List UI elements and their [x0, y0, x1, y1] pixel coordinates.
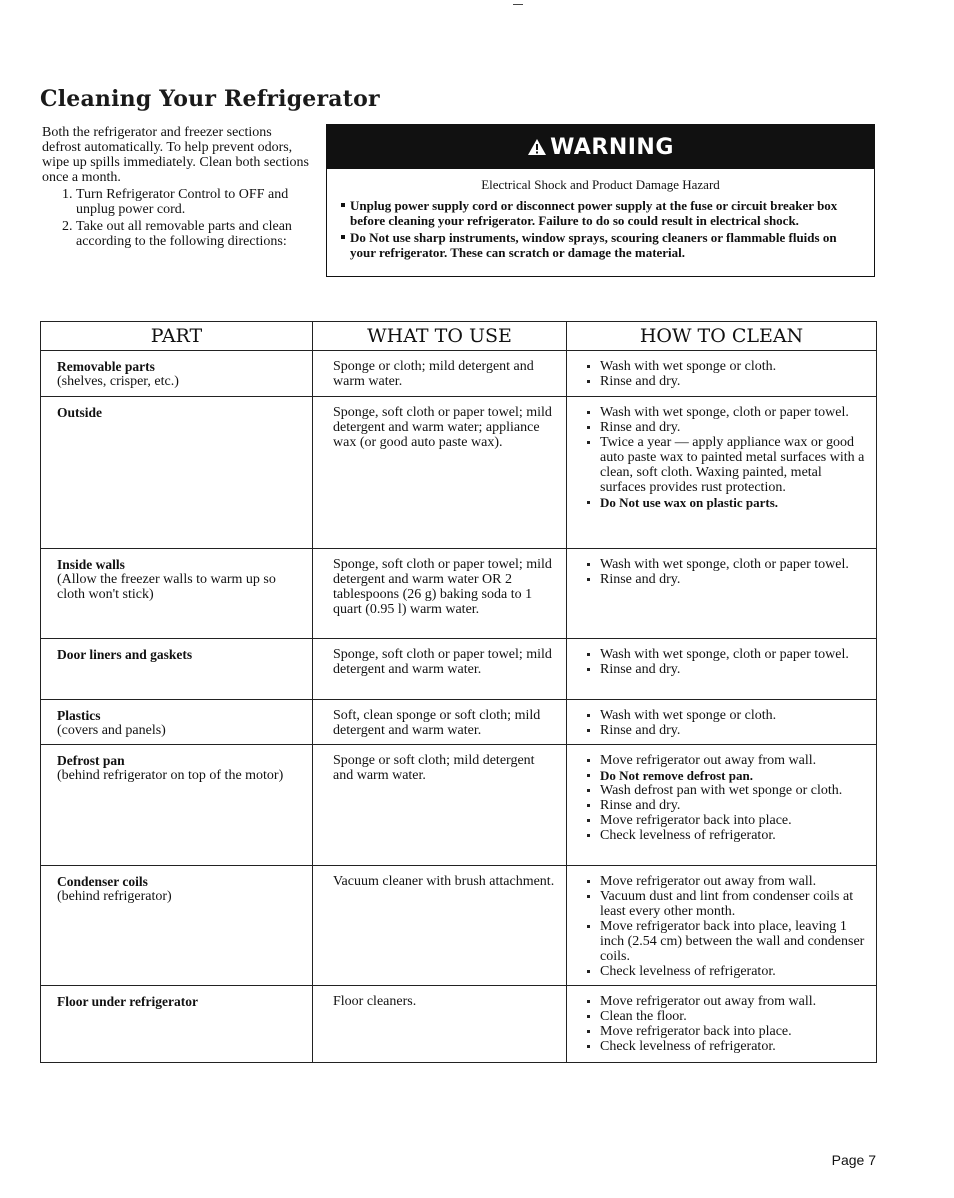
how-to-clean-list: [587, 405, 866, 510]
step-text: Wash with wet sponge or cloth.: [600, 708, 777, 723]
warning-item-text: Do Not use sharp instruments, window sprays, scouring cleaners or flammable fluids on your refrigerator. These can scratch or damage the material.: [350, 230, 837, 260]
warning-item: [341, 230, 860, 260]
step-text: Vacuum dust and lint from condenser coils at least every other month.: [600, 889, 854, 919]
part-note: (behind refrigerator): [57, 889, 172, 904]
bullet-icon: [587, 501, 590, 504]
step-text: Rinse and dry.: [600, 572, 681, 587]
part-note: (Allow the freezer walls to warm up so cloth won't stick): [57, 572, 276, 602]
how-to-clean-list: [587, 994, 866, 1054]
warning-item: [341, 198, 860, 228]
bullet-icon: [587, 759, 590, 762]
bullet-icon: [587, 1045, 590, 1048]
step-text: Rinse and dry.: [600, 662, 681, 677]
part-cell: [41, 351, 313, 397]
bullet-icon: [587, 411, 590, 414]
how-to-clean-cell: [567, 700, 877, 745]
table-row: [41, 866, 877, 986]
part-name: Outside: [57, 405, 103, 420]
bullet-icon: [587, 880, 590, 883]
step-text: Wash defrost pan with wet sponge or cloth.: [600, 783, 843, 798]
list-item: [587, 828, 866, 843]
step-text: Move refrigerator back into place.: [600, 1024, 792, 1039]
how-to-clean-cell: [567, 745, 877, 866]
intro-section: [42, 125, 310, 251]
what-to-use-cell: Sponge, soft cloth or paper towel; mild detergent and warm water OR 2 tablespoons (26 g) baking soda to 1 quart (0.95 l) warm water.: [313, 549, 567, 639]
bullet-icon: [587, 365, 590, 368]
table-row: [41, 351, 877, 397]
intro-text: Both the refrigerator and freezer sections defrost automatically. To help prevent odors, wipe up spills immediately. Clean both sections once a month.: [42, 125, 309, 185]
list-item: [587, 405, 866, 420]
bullet-icon: [587, 1015, 590, 1018]
step-text: Move refrigerator out away from wall.: [600, 753, 817, 768]
list-item: [587, 753, 866, 768]
list-item: [587, 783, 866, 798]
table-row: [41, 986, 877, 1063]
step-text: Do Not use wax on plastic parts.: [600, 495, 779, 510]
bullet-icon: [587, 441, 590, 444]
list-item: [587, 572, 866, 587]
bullet-icon: [341, 235, 345, 239]
list-item: [587, 919, 866, 964]
list-item: [587, 1024, 866, 1039]
intro-step: 1. Turn Refrigerator Control to OFF and unplug power cord.: [76, 187, 310, 217]
step-text: Rinse and dry.: [600, 374, 681, 389]
bullet-icon: [587, 714, 590, 717]
how-to-clean-cell: [567, 397, 877, 549]
part-name: Floor under refrigerator: [57, 994, 198, 1009]
list-item: [587, 964, 866, 979]
part-cell: [41, 549, 313, 639]
step-text: Move refrigerator out away from wall.: [600, 994, 817, 1009]
what-to-use-cell: Soft, clean sponge or soft cloth; mild detergent and warm water.: [313, 700, 567, 745]
list-item: [587, 495, 866, 510]
list-item: [587, 647, 866, 662]
warning-box: [326, 124, 875, 277]
list-item: [587, 435, 866, 495]
step-text: Move refrigerator back into place.: [600, 813, 792, 828]
part-cell: [41, 397, 313, 549]
warning-label: WARNING: [550, 134, 674, 160]
step-text: Rinse and dry.: [600, 798, 681, 813]
list-item: [587, 662, 866, 677]
list-item: [587, 723, 866, 738]
step-text: Wash with wet sponge, cloth or paper towel.: [600, 405, 849, 420]
list-item: [587, 813, 866, 828]
list-item: [587, 768, 866, 783]
list-item: [587, 798, 866, 813]
step-text: Wash with wet sponge or cloth.: [600, 359, 777, 374]
list-item: [587, 557, 866, 572]
list-item: [587, 994, 866, 1009]
how-to-clean-cell: [567, 351, 877, 397]
bullet-icon: [341, 203, 345, 207]
table-header-row: [41, 322, 877, 351]
table-body: [41, 351, 877, 1063]
part-name: Inside walls: [57, 557, 125, 572]
how-to-clean-cell: [567, 639, 877, 700]
what-to-use-cell: Sponge, soft cloth or paper towel; mild detergent and warm water; appliance wax (or good auto paste wax).: [313, 397, 567, 549]
how-to-clean-list: [587, 874, 866, 979]
bullet-icon: [587, 668, 590, 671]
bullet-icon: [587, 834, 590, 837]
part-cell: [41, 745, 313, 866]
list-item: [587, 708, 866, 723]
step-text: Wash with wet sponge, cloth or paper towel.: [600, 557, 849, 572]
header-how-to-clean: HOW TO CLEAN: [567, 322, 877, 351]
what-to-use-cell: Floor cleaners.: [313, 986, 567, 1063]
bullet-icon: [587, 1030, 590, 1033]
bullet-icon: [587, 729, 590, 732]
how-to-clean-list: [587, 359, 866, 389]
list-item: [587, 359, 866, 374]
step-text: Check levelness of refrigerator.: [600, 828, 776, 843]
part-name: Defrost pan: [57, 753, 125, 768]
step-text: Clean the floor.: [600, 1009, 687, 1024]
warning-list: [327, 198, 874, 260]
part-cell: [41, 986, 313, 1063]
list-item: [587, 1039, 866, 1054]
what-to-use-cell: Vacuum cleaner with brush attachment.: [313, 866, 567, 986]
part-note: (behind refrigerator on top of the motor): [57, 768, 284, 783]
step-text: Move refrigerator out away from wall.: [600, 874, 817, 889]
step-text: Check levelness of refrigerator.: [600, 964, 776, 979]
list-item: [587, 374, 866, 389]
warning-heading: [527, 135, 674, 160]
step-text: Rinse and dry.: [600, 420, 681, 435]
top-mark: [513, 4, 523, 5]
table-row: [41, 639, 877, 700]
table-row: [41, 397, 877, 549]
step-text: Do Not remove defrost pan.: [600, 768, 753, 783]
bullet-icon: [587, 653, 590, 656]
what-to-use-cell: Sponge or soft cloth; mild detergent and warm water.: [313, 745, 567, 866]
step-text: Rinse and dry.: [600, 723, 681, 738]
header-part: PART: [41, 322, 313, 351]
alert-triangle-icon: [527, 138, 547, 156]
step-text: Twice a year — apply appliance wax or good auto paste wax to painted metal surfaces with a clean, soft cloth. Waxing painted, metal surfaces provides rust protection.: [600, 435, 865, 495]
how-to-clean-list: [587, 753, 866, 843]
page-number: Page 7: [831, 1152, 876, 1168]
list-item: [587, 1009, 866, 1024]
list-item: [587, 889, 866, 919]
bullet-icon: [587, 1000, 590, 1003]
how-to-clean-cell: [567, 866, 877, 986]
intro-step: 2. Take out all removable parts and clean according to the following directions:: [76, 219, 310, 249]
part-note: (shelves, crisper, etc.): [57, 374, 179, 389]
what-to-use-cell: Sponge or cloth; mild detergent and warm water.: [313, 351, 567, 397]
part-name: Removable parts: [57, 359, 155, 374]
table-row: [41, 745, 877, 866]
bullet-icon: [587, 925, 590, 928]
how-to-clean-list: [587, 647, 866, 677]
warning-header: [327, 125, 874, 169]
page-title: Cleaning Your Refrigerator: [40, 86, 380, 112]
what-to-use-cell: Sponge, soft cloth or paper towel; mild detergent and warm water.: [313, 639, 567, 700]
step-text: Move refrigerator back into place, leaving 1 inch (2.54 cm) between the wall and condenser coils.: [600, 919, 865, 964]
bullet-icon: [587, 426, 590, 429]
bullet-icon: [587, 578, 590, 581]
bullet-icon: [587, 563, 590, 566]
warning-item-text: Unplug power supply cord or disconnect power supply at the fuse or circuit breaker box before cleaning your refrigerator. Failure to do so could result in electrical shock.: [350, 198, 838, 228]
table-row: [41, 549, 877, 639]
bullet-icon: [587, 970, 590, 973]
part-cell: [41, 866, 313, 986]
step-text: Check levelness of refrigerator.: [600, 1039, 776, 1054]
step-text: Wash with wet sponge, cloth or paper towel.: [600, 647, 849, 662]
part-name: Plastics: [57, 708, 101, 723]
bullet-icon: [587, 804, 590, 807]
how-to-clean-cell: [567, 986, 877, 1063]
warning-subtitle: Electrical Shock and Product Damage Hazard: [481, 177, 720, 192]
cleaning-table: [40, 321, 877, 1063]
bullet-icon: [587, 819, 590, 822]
part-cell: [41, 639, 313, 700]
table-row: [41, 700, 877, 745]
part-note: (covers and panels): [57, 723, 166, 738]
bullet-icon: [587, 789, 590, 792]
how-to-clean-list: [587, 557, 866, 587]
bullet-icon: [587, 380, 590, 383]
bullet-icon: [587, 774, 590, 777]
intro-steps: [42, 187, 310, 249]
how-to-clean-cell: [567, 549, 877, 639]
list-item: [587, 420, 866, 435]
part-name: Door liners and gaskets: [57, 647, 193, 662]
how-to-clean-list: [587, 708, 866, 738]
list-item: [587, 874, 866, 889]
bullet-icon: [587, 895, 590, 898]
header-what-to-use: WHAT TO USE: [313, 322, 567, 351]
part-name: Condenser coils: [57, 874, 148, 889]
part-cell: [41, 700, 313, 745]
